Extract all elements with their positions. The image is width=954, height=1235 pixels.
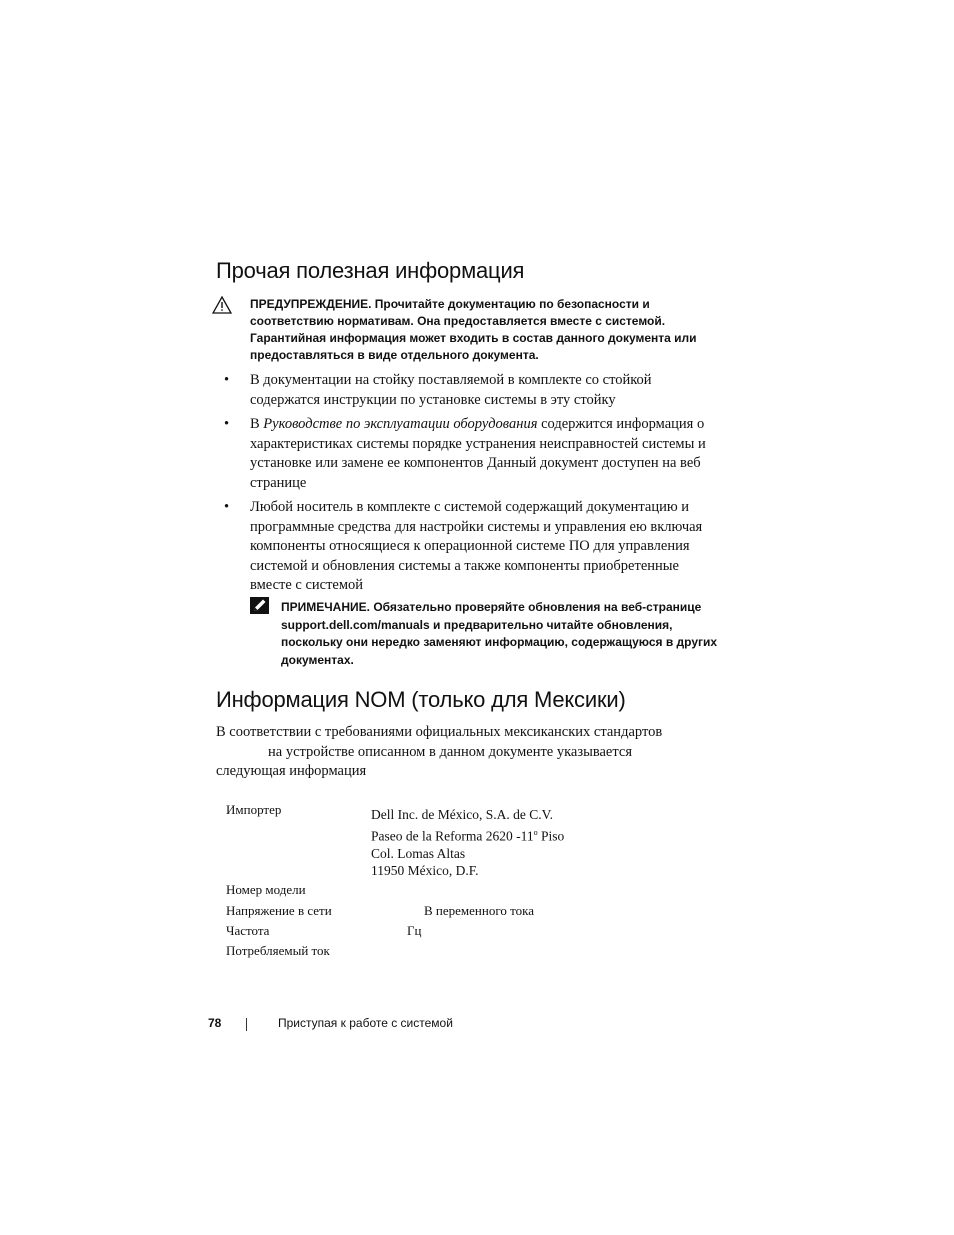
- nom-intro-line: на устройстве описанном в данном документе указывается: [268, 743, 632, 760]
- address-line: Paseo de la Reforma 2620 -11$^o$ Piso: [371, 827, 565, 843]
- warning-block: [250, 296, 720, 364]
- frequency-value: Гц: [407, 923, 422, 938]
- address-line: Col. Lomas Altas: [371, 845, 466, 861]
- address-superscript: o: [533, 827, 538, 837]
- nom-intro-line: В соответствии с требованиями официальных мексиканских стандартов: [216, 724, 663, 740]
- bullet-text: В документации на стойку поставляемой в комплекте со стойкой содержатся инструкции по установке системы в эту стойку: [250, 372, 652, 408]
- note-block: [281, 599, 721, 669]
- footer-separator: [246, 1018, 247, 1031]
- importer-address: [371, 806, 564, 880]
- list-item: [224, 415, 724, 493]
- note-pencil-icon: [250, 597, 269, 614]
- nom-intro-line: следующая информация: [216, 763, 367, 779]
- page-number: 78: [208, 1016, 222, 1030]
- footer-chapter-title: Приступая к работе с системой: [278, 1016, 453, 1030]
- warning-triangle-icon: [212, 296, 232, 314]
- address-line: Dell Inc. de México, S.A. de C.V.: [371, 807, 553, 822]
- info-bullet-list: [224, 371, 724, 601]
- bullet-text: Любой носитель в комплекте с системой содержащий документацию и программные средства для настройки системы и управления ею включая компоненты относящиеся к операционной системе ПО для управления системой и обновления системы а также компоненты приобретенные вместе с системой: [250, 499, 703, 593]
- voltage-label: Напряжение в сети: [226, 903, 332, 918]
- current-label: Потребляемый ток: [226, 943, 330, 958]
- bullet-text-post: содержится информация о характеристиках системы порядке устранения неисправностей системы и установке или замене ее компонентов Данный документ доступен на веб странице: [250, 416, 706, 491]
- note-body-2: и предварительно читайте обновления, поскольку они нередко заменяют информацию, содержащуюся в других документах.: [281, 617, 718, 667]
- list-item: [224, 498, 724, 596]
- bullet-text-pre: В: [250, 416, 264, 432]
- warning-body: Прочитайте документацию по безопасности и соответствию нормативам. Она предоставляется вместе с системой. Гарантийная информация может входить в состав данного документа или предоставляться в виде отдельного документа.: [250, 297, 697, 362]
- note-body-1: Обязательно проверяйте обновления на веб-странице: [369, 600, 702, 614]
- section-title-other-info: Прочая полезная информация: [216, 258, 525, 283]
- frequency-label: Частота: [226, 923, 270, 938]
- bullet-dot: •: [224, 372, 230, 388]
- importer-label: Импортер: [226, 802, 282, 817]
- warning-label: ПРЕДУПРЕЖДЕНИЕ.: [250, 297, 372, 311]
- address-line: 11950 México, D.F.: [371, 863, 479, 878]
- section-title-nom: Информация NOM (только для Мексики): [216, 687, 626, 712]
- manual-title: Руководстве по эксплуатации оборудования: [263, 416, 538, 432]
- bullet-dot: •: [224, 416, 230, 432]
- note-label: ПРИМЕЧАНИЕ.: [281, 600, 370, 614]
- list-item: [224, 371, 724, 410]
- nom-intro-paragraph: [216, 723, 716, 782]
- bullet-text: [250, 415, 724, 493]
- bullet-dot: •: [224, 499, 230, 515]
- model-number-label: Номер модели: [226, 882, 306, 897]
- voltage-value: В переменного тока: [424, 903, 534, 918]
- support-link[interactable]: support.dell.com/manuals: [281, 617, 430, 632]
